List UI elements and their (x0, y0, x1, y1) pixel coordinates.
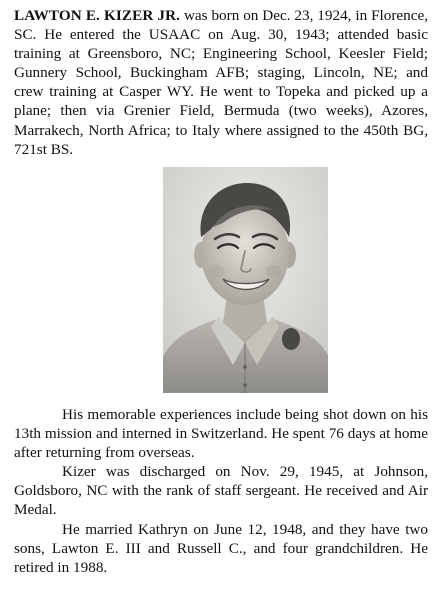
bio-paragraph-family: He married Kathryn on June 12, 1948, and they have two sons, Lawton E. III and Russell C., and four grandchildren. He retired in 1988. (14, 520, 428, 576)
bio-intro-text: was born on Dec. 23, 1924, in Florence, SC. He entered the USAAC on Aug. 30, 1943; attended basic training at Greensboro, NC; Engineering School, Keesler Field; Gunnery School, Buckingham AFB; staging, Lincoln, NE; and crew training at Casper WY. He went to Topeka and picked up a plane; then via Grenier Field, Bermuda (two weeks), Azores, Marrakech, North Africa; to Italy where assigned to the 450th BG, 721st BS. (14, 7, 429, 158)
shoulder-patch (282, 328, 300, 350)
bio-intro-paragraph (14, 6, 428, 159)
person-name: LAWTON E. KIZER JR. (14, 7, 181, 24)
bio-paragraph-experiences: His memorable experiences include being shot down on his 13th mission and interned in Switzerland. He spent 76 days at home after returning from overseas. (14, 406, 428, 462)
bio-paragraph-discharge: Kizer was discharged on Nov. 29, 1945, at Johnson, Goldsboro, NC with the rank of staff sergeant. He received and Air Medal. (14, 463, 428, 519)
portrait-photo (163, 167, 328, 393)
portrait-illustration (163, 167, 328, 393)
bio-body (14, 405, 428, 577)
